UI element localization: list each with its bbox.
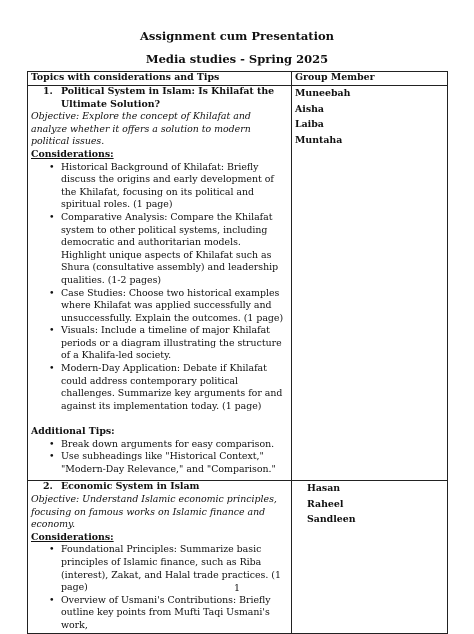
bullet-icon: • [49,325,55,337]
topic-cell [28,481,292,633]
considerations-label: Considerations: [31,148,114,160]
bullet-icon: • [49,363,55,375]
bullet-icon: • [49,544,55,556]
member-name: Muneebah [295,88,351,99]
bullet-icon: • [49,211,55,223]
considerations-label: Considerations: [31,531,114,543]
list-item-text: Visuals: Include a timeline of major Khilafat periods or a diagram illustrating the structure of a Khalifa-led society. [61,325,282,362]
list-item-text: Break down arguments for easy comparison. [61,438,275,450]
topic-objective: Objective: Explore the concept of Khilafat and analyze whether it offers a solution to modern political issues. [31,111,251,148]
considerations-list [31,162,288,414]
list-item-text: Overview of Usmani's Contributions: Briefly outline key points from Mufti Taqi Usmani's work, [61,594,271,631]
tips-list [31,439,288,477]
document-title: Assignment cum Presentation [140,29,334,43]
topic-title [31,481,288,494]
group-members-cell [292,481,448,633]
list-item [31,595,288,633]
topic-objective: Objective: Understand Islamic economic principles, focusing on famous works on Islamic finance and economy. [31,494,277,531]
member-name: Muntaha [295,134,343,146]
member-name: Raheel [307,498,344,510]
bullet-icon: • [49,594,55,606]
list-item [31,212,288,288]
list-item-text: Use subheadings like "Historical Context," "Modern-Day Relevance," and "Comparison." [61,451,276,475]
member-name: Sandleen [307,514,356,526]
topic-cell [28,86,292,481]
bullet-icon: • [49,161,55,173]
document-subtitle: Media studies - Spring 2025 [145,52,329,66]
list-item-text: Historical Background of Khilafat: Briefly discuss the origins and early development of the Khilafat, focusing on its political and spiritual roles. (1 page) [61,161,274,211]
table-row [28,86,448,481]
list-item [31,363,288,413]
member-name: Hasan [307,483,341,495]
list-item [31,439,288,452]
table-row [28,481,448,633]
list-item [31,451,288,476]
topic-number: 1. [43,86,53,97]
member-name: Laiba [295,119,324,130]
topic-number: 2. [43,481,53,493]
bullet-icon: • [49,287,55,299]
topic-title-text: Political System in Islam: Is Khilafat the Ultimate Solution? [61,86,275,110]
header-topics: Topics with considerations and Tips [28,72,292,86]
tips-label: Additional Tips: [31,426,115,438]
list-item-text: Modern-Day Application: Debate if Khilafat could address contemporary political challenges. Summarize key arguments for and against its implementation today. (1 page) [61,363,283,412]
bullet-icon: • [49,451,55,463]
group-members-cell [292,86,448,481]
list-item [31,288,288,326]
member-name: Aisha [295,103,325,115]
topic-title [31,86,288,111]
list-item-text: Case Studies: Choose two historical examples where Khilafat was applied successfully and unsuccessfully. Explain the outcomes. (1 page) [61,287,284,324]
topic-title-text: Economic System in Islam [61,481,200,493]
header-group-member: Group Member [292,72,448,86]
list-item [31,162,288,212]
list-item-text: Foundational Principles: Summarize basic principles of Islamic finance, such as Riba (interest), Zakat, and Halal trade practices. (1 page) [61,544,281,594]
list-item-text: Comparative Analysis: Compare the Khilafat system to other political systems, including democratic and authoritarian models. Highlight unique aspects of Khilafat such as Shura (consultative assembly) and leadership qualities. (1-2 pages) [61,211,279,286]
table-header-row [28,72,448,86]
list-item [31,325,288,363]
topics-table [27,71,448,634]
bullet-icon: • [49,438,55,450]
spacer [31,413,288,426]
page-number: 1 [233,583,241,594]
